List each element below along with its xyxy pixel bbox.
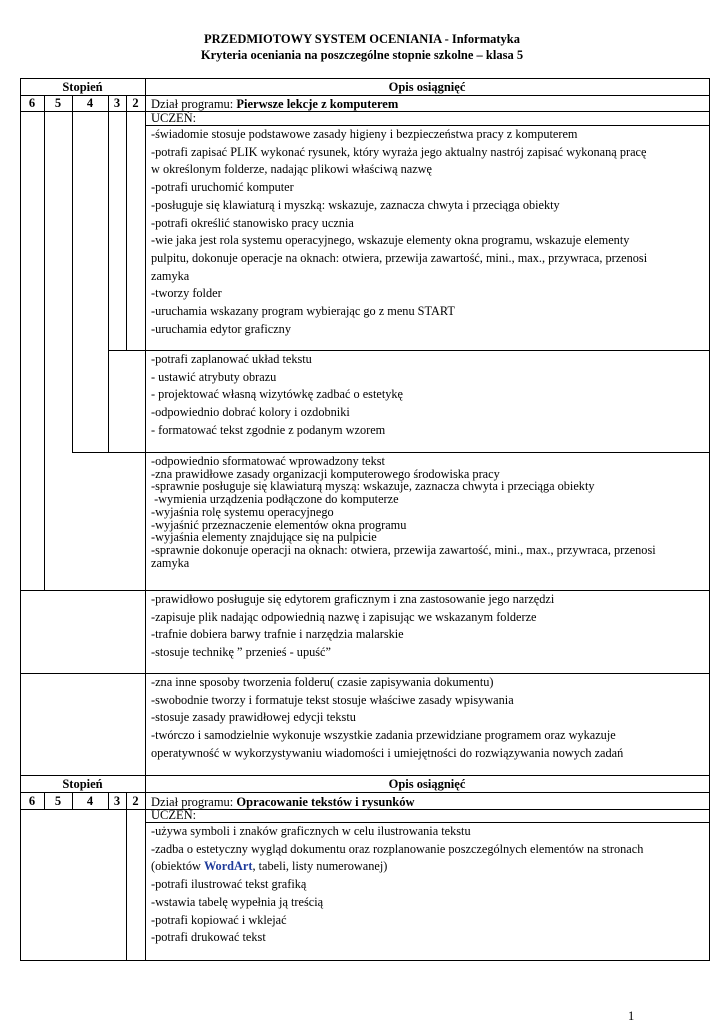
- list-item: -swobodnie tworzy i formatuje tekst stosuje właściwe zasady wpisywania: [151, 692, 514, 707]
- list-item: -prawidłowo posługuje się edytorem graficznym i zna zastosowanie jego narzędzi: [151, 592, 555, 606]
- document-title: PRZEDMIOTOWY SYSTEM OCENIANIA - Informatyka: [203, 32, 520, 46]
- grade-column-header-2: Stopień: [62, 777, 103, 791]
- list-item: -potrafi uruchomić komputer: [151, 180, 294, 195]
- grade-level-6: 6: [28, 96, 36, 110]
- section-1-prefix: Dział programu:: [151, 97, 237, 111]
- list-item: -wstawia tabelę wypełnia ją treścią: [151, 894, 324, 909]
- wordart-line-suffix: , tabeli, listy numerowanej): [252, 859, 388, 874]
- list-item: -sprawnie posługuje się klawiaturą myszą: wskazuje, zaznacza chwyta i przeciąga obiekty: [151, 479, 595, 494]
- list-item: -posługuje się klawiaturą i myszką: wskazuje, zaznacza chwyta i przeciąga obiekty: [151, 197, 560, 212]
- list-item: [151, 858, 643, 876]
- grade-level-2: 2: [132, 96, 139, 110]
- list-item: operatywność w wykorzystywaniu wiadomości i umiejętności do rozwiązywania nowych zadań: [151, 745, 624, 760]
- page-number: 1: [628, 1009, 635, 1023]
- section-1-criteria-grade-5: [151, 591, 554, 662]
- wordart-line-prefix: (obiektów: [151, 859, 204, 874]
- list-item: - projektować własną wizytówkę zadbać o estetykę: [151, 387, 403, 402]
- list-item: pulpitu, dokonuje operacje na oknach: otwiera, przewija zawartość, mini., max., przywraca, przenosi: [151, 250, 648, 265]
- list-item: -potrafi zaplanować układ tekstu: [151, 352, 312, 366]
- description-column-header: Opis osiągnięć: [388, 80, 466, 94]
- section-2-student-label: UCZEŃ:: [151, 808, 197, 822]
- list-item: -stosuje technikę ” przenieś - upuść”: [151, 645, 331, 660]
- section-1-title: [151, 97, 398, 111]
- grade-column-header: Stopień: [62, 80, 103, 94]
- section-1-criteria-grade-2: [151, 126, 647, 338]
- list-item: -odpowiednio sformatować wprowadzony tekst: [151, 454, 385, 468]
- list-item: -uruchamia edytor graficzny: [151, 321, 291, 336]
- list-item: -zna inne sposoby tworzenia folderu( czasie zapisywania dokumentu): [151, 675, 494, 689]
- list-item: w określonym folderze, nadając plikowi właściwą nazwę: [151, 162, 433, 177]
- list-item: - ustawić atrybuty obrazu: [151, 369, 277, 384]
- list-item: -sprawnie dokonuje operacji na oknach: otwiera, przewija zawartość, mini., max., przywraca, przenosi: [151, 542, 656, 557]
- list-item: -wyjaśnia elementy znajdujące się na pulpicie: [151, 530, 377, 545]
- section-1-student-label: UCZEŃ:: [151, 111, 197, 125]
- grade-level-4: 4: [86, 96, 94, 110]
- grade-level-2: 2: [132, 794, 139, 808]
- list-item: -wie jaka jest rola systemu operacyjnego, wskazuje elementy okna programu, wskazuje elementy: [151, 233, 630, 248]
- grade-level-4: 4: [86, 794, 94, 808]
- grade-level-3: 3: [113, 96, 121, 110]
- list-item: -zapisuje plik nadając odpowiednią nazwę i zapisując we wskazanym folderze: [151, 609, 537, 624]
- list-item: -używa symboli i znaków graficznych w celu ilustrowania tekstu: [151, 824, 471, 838]
- section-1-criteria-grade-3: [151, 351, 403, 440]
- grade-level-3: 3: [113, 794, 121, 808]
- list-item: -uruchamia wskazany program wybierając go z menu START: [151, 304, 455, 319]
- grade-level-5: 5: [54, 96, 62, 110]
- wordart-label: WordArt: [203, 859, 253, 874]
- list-item: -stosuje zasady prawidłowej edycji tekstu: [151, 710, 356, 725]
- list-item: -tworzy folder: [151, 286, 222, 301]
- list-item: -potrafi zapisać PLIK wykonać rysunek, który wyraża jego aktualny nastrój zapisać wykonaną pracę: [151, 144, 647, 159]
- section-2-name: Opracowanie tekstów i rysunków: [236, 795, 415, 809]
- document-subtitle: Kryteria oceniania na poszczególne stopnie szkolne – klasa 5: [200, 48, 524, 62]
- list-item: -twórczo i samodzielnie wykonuje wszystkie zadania przewidziane programem oraz wykazuje: [151, 728, 616, 743]
- section-1-criteria-grade-4: [151, 455, 656, 569]
- list-item: zamyka: [151, 268, 190, 283]
- list-item: - formatować tekst zgodnie z podanym wzorem: [151, 422, 386, 437]
- list-item: -zna prawidłowe zasady organizacji komputerowego środowiska pracy: [151, 466, 500, 481]
- list-item: -zadba o estetyczny wygląd dokumentu oraz rozplanowanie poszczególnych elementów na stronach: [151, 841, 644, 856]
- list-item: -potrafi określić stanowisko pracy ucznia: [151, 215, 354, 230]
- grade-level-5: 5: [54, 794, 62, 808]
- grade-level-6: 6: [28, 794, 36, 808]
- section-1-name: Pierwsze lekcje z komputerem: [236, 97, 399, 111]
- list-item: -odpowiednio dobrać kolory i ozdobniki: [151, 405, 350, 420]
- list-item: -potrafi ilustrować tekst grafiką: [151, 877, 307, 892]
- description-column-header-2: Opis osiągnięć: [388, 777, 466, 791]
- list-item: -potrafi drukować tekst: [151, 930, 266, 945]
- section-2-criteria-grade-2: [151, 823, 643, 947]
- section-2-prefix: Dział programu:: [151, 795, 237, 809]
- list-item: -trafnie dobiera barwy trafnie i narzędzia malarskie: [151, 627, 404, 642]
- list-item: -wyjaśnić przeznaczenie elementów okna programu: [151, 517, 407, 532]
- section-1-criteria-grade-6: [151, 674, 623, 763]
- list-item: -świadomie stosuje podstawowe zasady higieny i bezpieczeństwa pracy z komputerem: [151, 127, 578, 141]
- list-item: -wymienia urządzenia podłączone do komputerze: [151, 492, 399, 507]
- list-item: -potrafi kopiować i wklejać: [151, 912, 287, 927]
- list-item: -wyjaśnia rolę systemu operacyjnego: [151, 504, 334, 519]
- list-item: zamyka: [151, 555, 190, 570]
- section-2-title: [151, 795, 415, 809]
